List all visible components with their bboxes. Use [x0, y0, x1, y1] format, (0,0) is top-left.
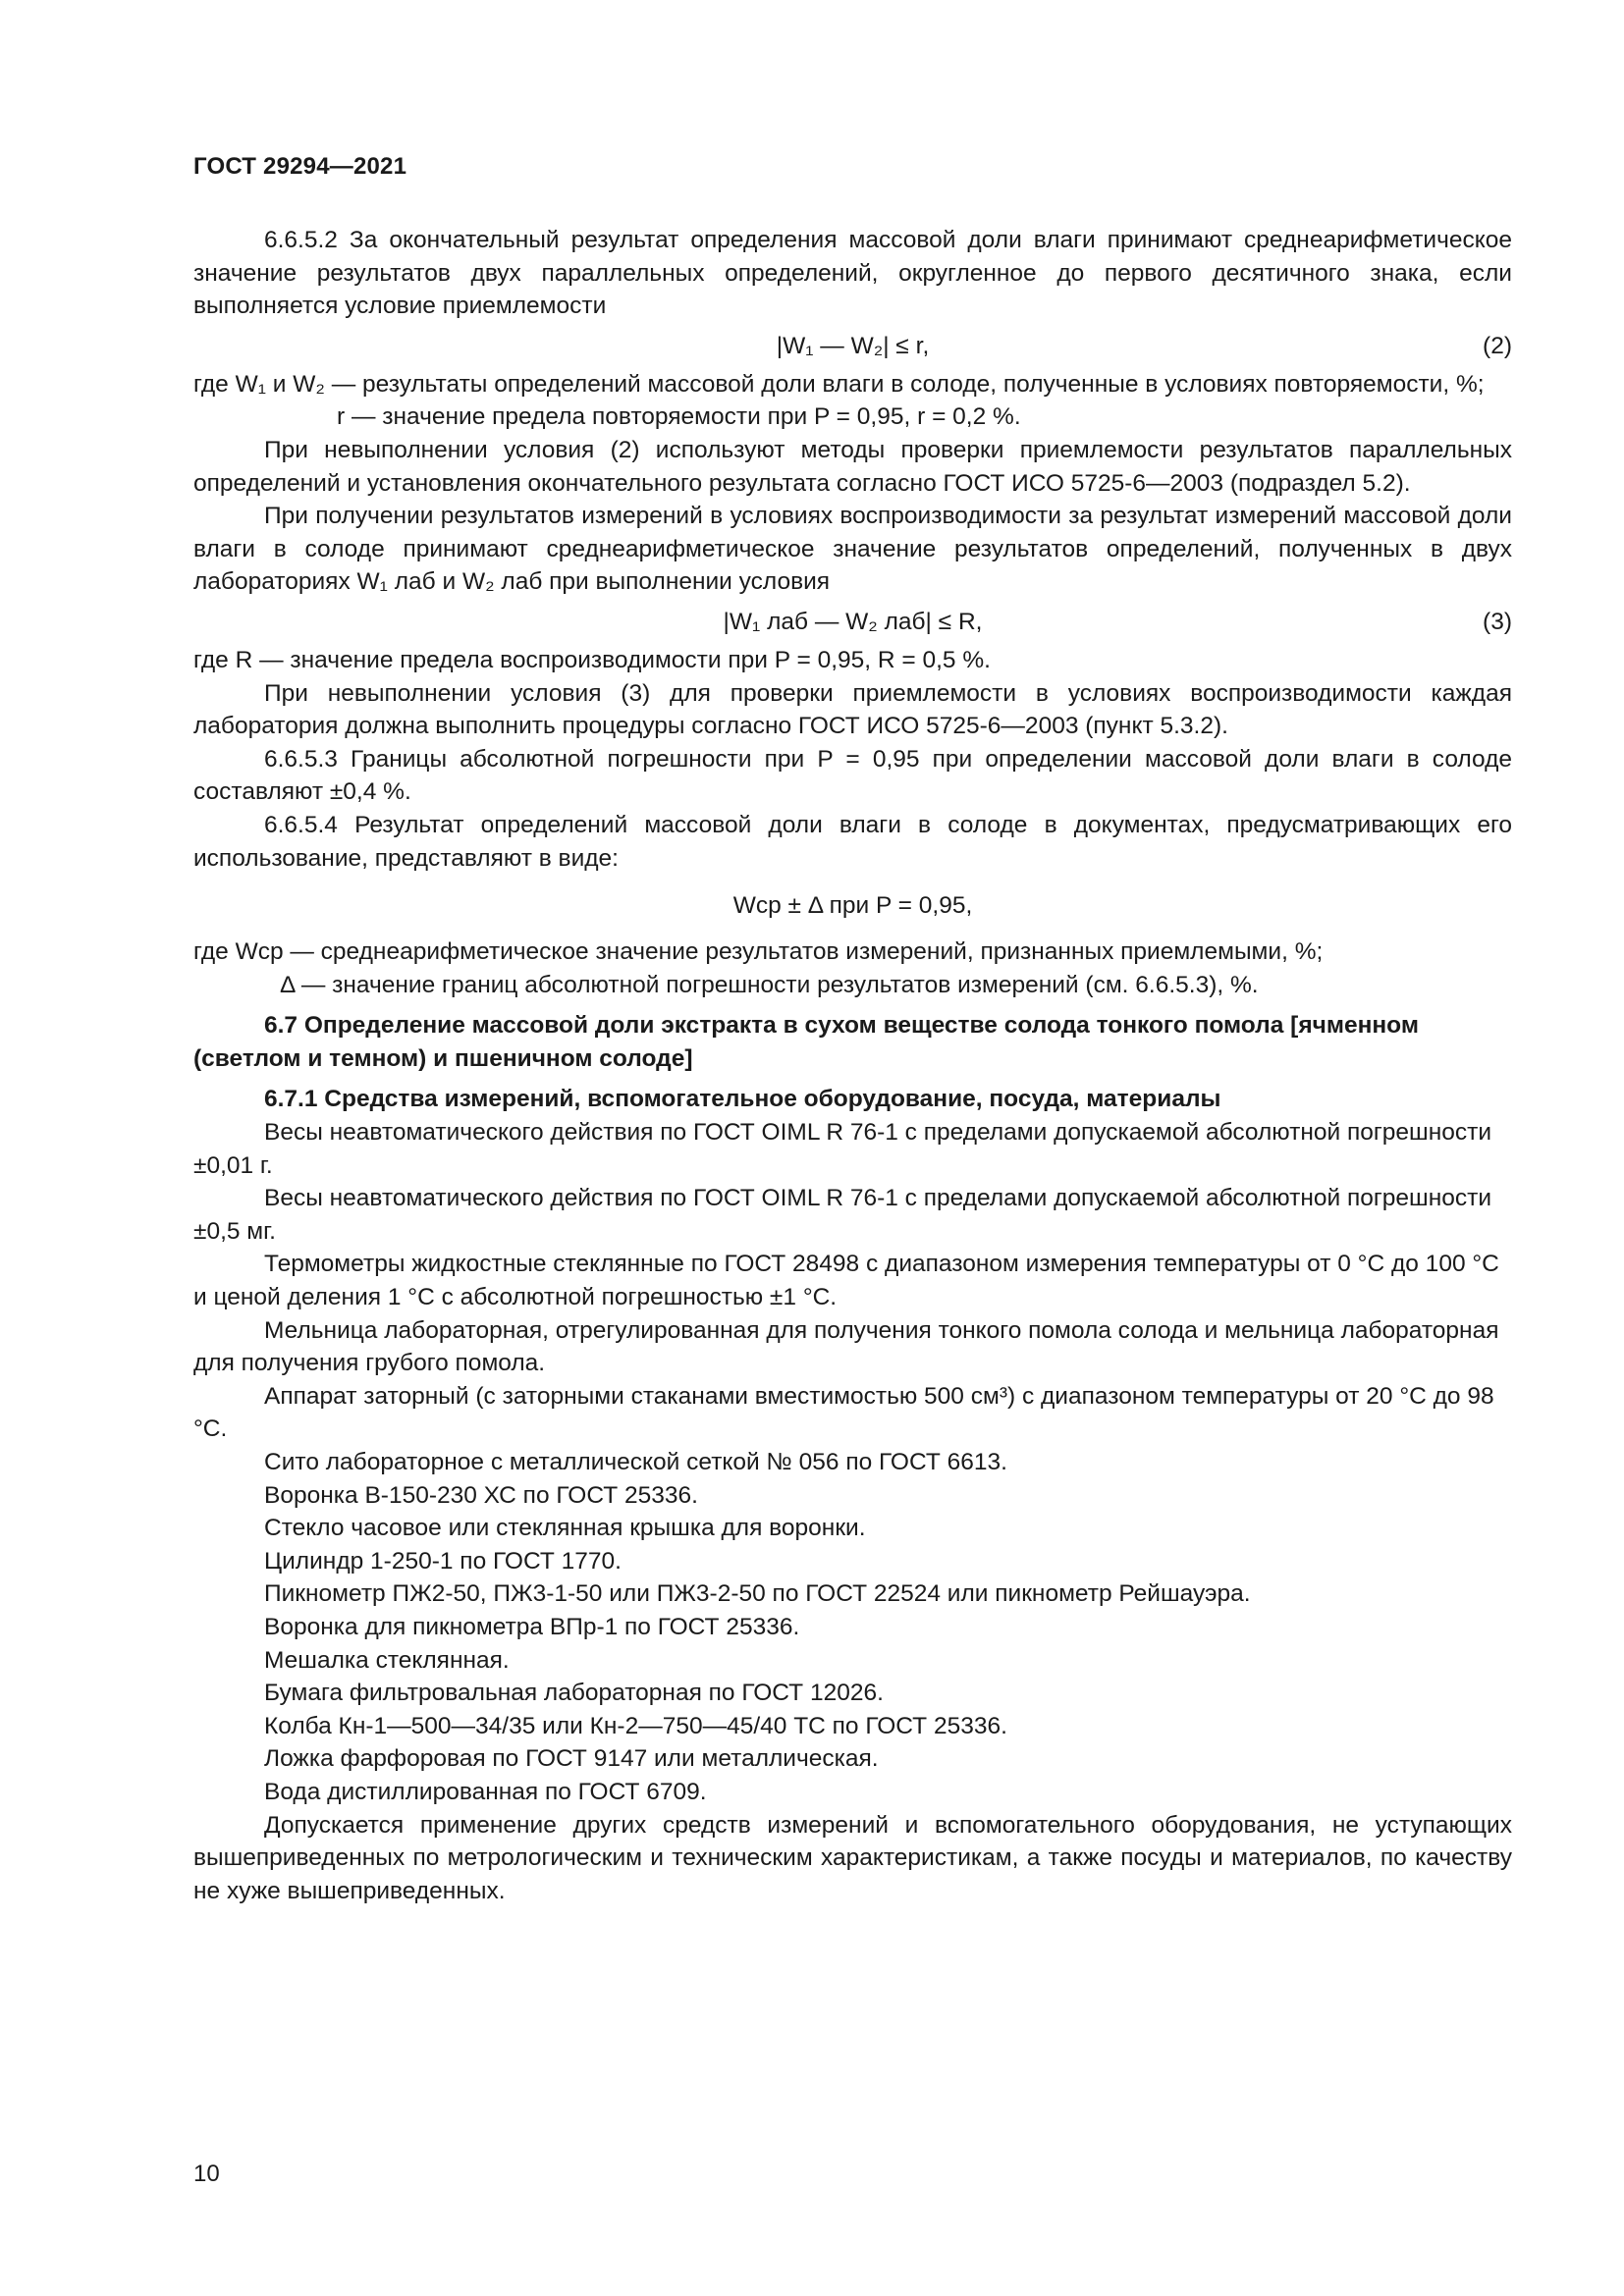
- page-content: [193, 224, 1512, 1907]
- list-item: Термометры жидкостные стеклянные по ГОСТ 28498 с диапазоном измерения температуры от 0 °С до 100 °С и ценой деления 1 °С с абсолютной погрешностью ±1 °С.: [193, 1251, 1499, 1311]
- list-item: Мельница лабораторная, отрегулированная для получения тонкого помола солода и мельница лабораторная для получения грубого помола.: [193, 1316, 1499, 1377]
- list-item: Колба Кн-1—500—34/35 или Кн-2—750—45/40 ТС по ГОСТ 25336.: [264, 1712, 1007, 1739]
- formula-2-where-r: r — значение предела повторяемости при P = 0,95, r = 0,2 %.: [337, 403, 1021, 431]
- formula-3-body: |W₁ лаб — W₂ лаб| ≤ R,: [723, 608, 983, 635]
- formula-2-where-w: где W₁ и W₂ — результаты определений массовой доли влаги в солоде, полученные в условиях повторяемости, %;: [193, 370, 1485, 398]
- formula-result: [193, 886, 1512, 926]
- list-item: Пикнометр ПЖ2-50, ПЖ3-1-50 или ПЖ3-2-50 по ГОСТ 22524 или пикнометр Рейшауэра.: [264, 1580, 1251, 1608]
- page-number: 10: [193, 2161, 220, 2187]
- document-header: ГОСТ 29294—2021: [193, 153, 407, 180]
- equipment-list: [193, 1116, 1512, 1907]
- formula-3-number: (3): [1483, 608, 1512, 635]
- formula-2: [193, 327, 1512, 366]
- paragraph-condition-2-failure: При невыполнении условия (2) используют методы проверки приемлемости результатов параллельных определений и установления окончательного результата согласно ГОСТ ИСО 5725-6—2003 (подраздел 5.2).: [193, 436, 1512, 497]
- paragraph-reproducibility: При получении результатов измерений в условиях воспроизводимости за результат измерений массовой доли влаги в солоде принимают среднеарифметическое значение результатов определений, полученных в двух лабораториях W₁ лаб и W₂ лаб при выполнении условия: [193, 503, 1512, 596]
- list-item: Воронка для пикнометра ВПр-1 по ГОСТ 25336.: [264, 1613, 800, 1640]
- list-item: Допускается применение других средств измерений и вспомогательного оборудования, не уступающих вышеприведенных по метрологическим и техническим характеристикам, а также посуды и материалов, по качеству не хуже вышеприведенных.: [193, 1811, 1512, 1904]
- list-item: Весы неавтоматического действия по ГОСТ OIML R 76-1 с пределами допускаемой абсолютной погрешности ±0,5 мг.: [193, 1185, 1492, 1245]
- list-item: Вода дистиллированная по ГОСТ 6709.: [264, 1778, 707, 1805]
- clause-6-6-5-4: 6.6.5.4 Результат определений массовой доли влаги в солоде в документах, предусматривающих его использование, представляют в виде:: [193, 811, 1512, 872]
- list-item: Аппарат заторный (с заторными стаканами вместимостью 500 см³) с диапазоном температуры от 20 °С до 98 °С.: [193, 1382, 1494, 1443]
- list-item: Весы неавтоматического действия по ГОСТ OIML R 76-1 с пределами допускаемой абсолютной погрешности ±0,01 г.: [193, 1119, 1492, 1179]
- list-item: Бумага фильтровальная лабораторная по ГОСТ 12026.: [264, 1680, 884, 1707]
- section-heading-6-7: 6.7 Определение массовой доли экстракта в сухом веществе солода тонкого помола [ячменном (светлом и темном) и пшеничном солоде]: [193, 1012, 1419, 1072]
- formula-2-body: |W₁ — W₂| ≤ r,: [776, 332, 930, 359]
- formula-result-where-wcp: где Wср — среднеарифметическое значение результатов измерений, признанных приемлемыми, %;: [193, 938, 1324, 966]
- formula-2-number: (2): [1483, 332, 1512, 359]
- list-item: Цилиндр 1-250-1 по ГОСТ 1770.: [264, 1547, 622, 1575]
- formula-result-body: Wср ± Δ при P = 0,95,: [732, 892, 973, 920]
- formula-result-where-delta: Δ — значение границ абсолютной погрешности результатов измерений (см. 6.6.5.3), %.: [280, 971, 1259, 998]
- clause-6-6-5-3: 6.6.5.3 Границы абсолютной погрешности при P = 0,95 при определении массовой доли влаги в солоде составляют ±0,4 %.: [193, 745, 1512, 806]
- formula-3: [193, 603, 1512, 642]
- paragraph-condition-3-failure: При невыполнении условия (3) для проверки приемлемости в условиях воспроизводимости каждая лаборатория должна выполнить процедуры согласно ГОСТ ИСО 5725-6—2003 (пункт 5.3.2).: [193, 679, 1512, 740]
- clause-6-6-5-2: 6.6.5.2 За окончательный результат определения массовой доли влаги принимают среднеарифметическое значение результатов двух параллельных определений, округленное до первого десятичного знака, если выполняется условие приемлемости: [193, 227, 1512, 320]
- list-item: Сито лабораторное с металлической сеткой № 056 по ГОСТ 6613.: [264, 1449, 1007, 1475]
- formula-3-where-r: где R — значение предела воспроизводимости при P = 0,95, R = 0,5 %.: [193, 646, 991, 673]
- subsection-heading-6-7-1: 6.7.1 Средства измерений, вспомогательное оборудование, посуда, материалы: [264, 1086, 1221, 1113]
- list-item: Стекло часовое или стеклянная крышка для воронки.: [264, 1515, 866, 1542]
- list-item: Мешалка стеклянная.: [264, 1646, 510, 1674]
- list-item: Воронка В-150-230 ХС по ГОСТ 25336.: [264, 1481, 698, 1509]
- list-item: Ложка фарфоровая по ГОСТ 9147 или металлическая.: [264, 1745, 879, 1773]
